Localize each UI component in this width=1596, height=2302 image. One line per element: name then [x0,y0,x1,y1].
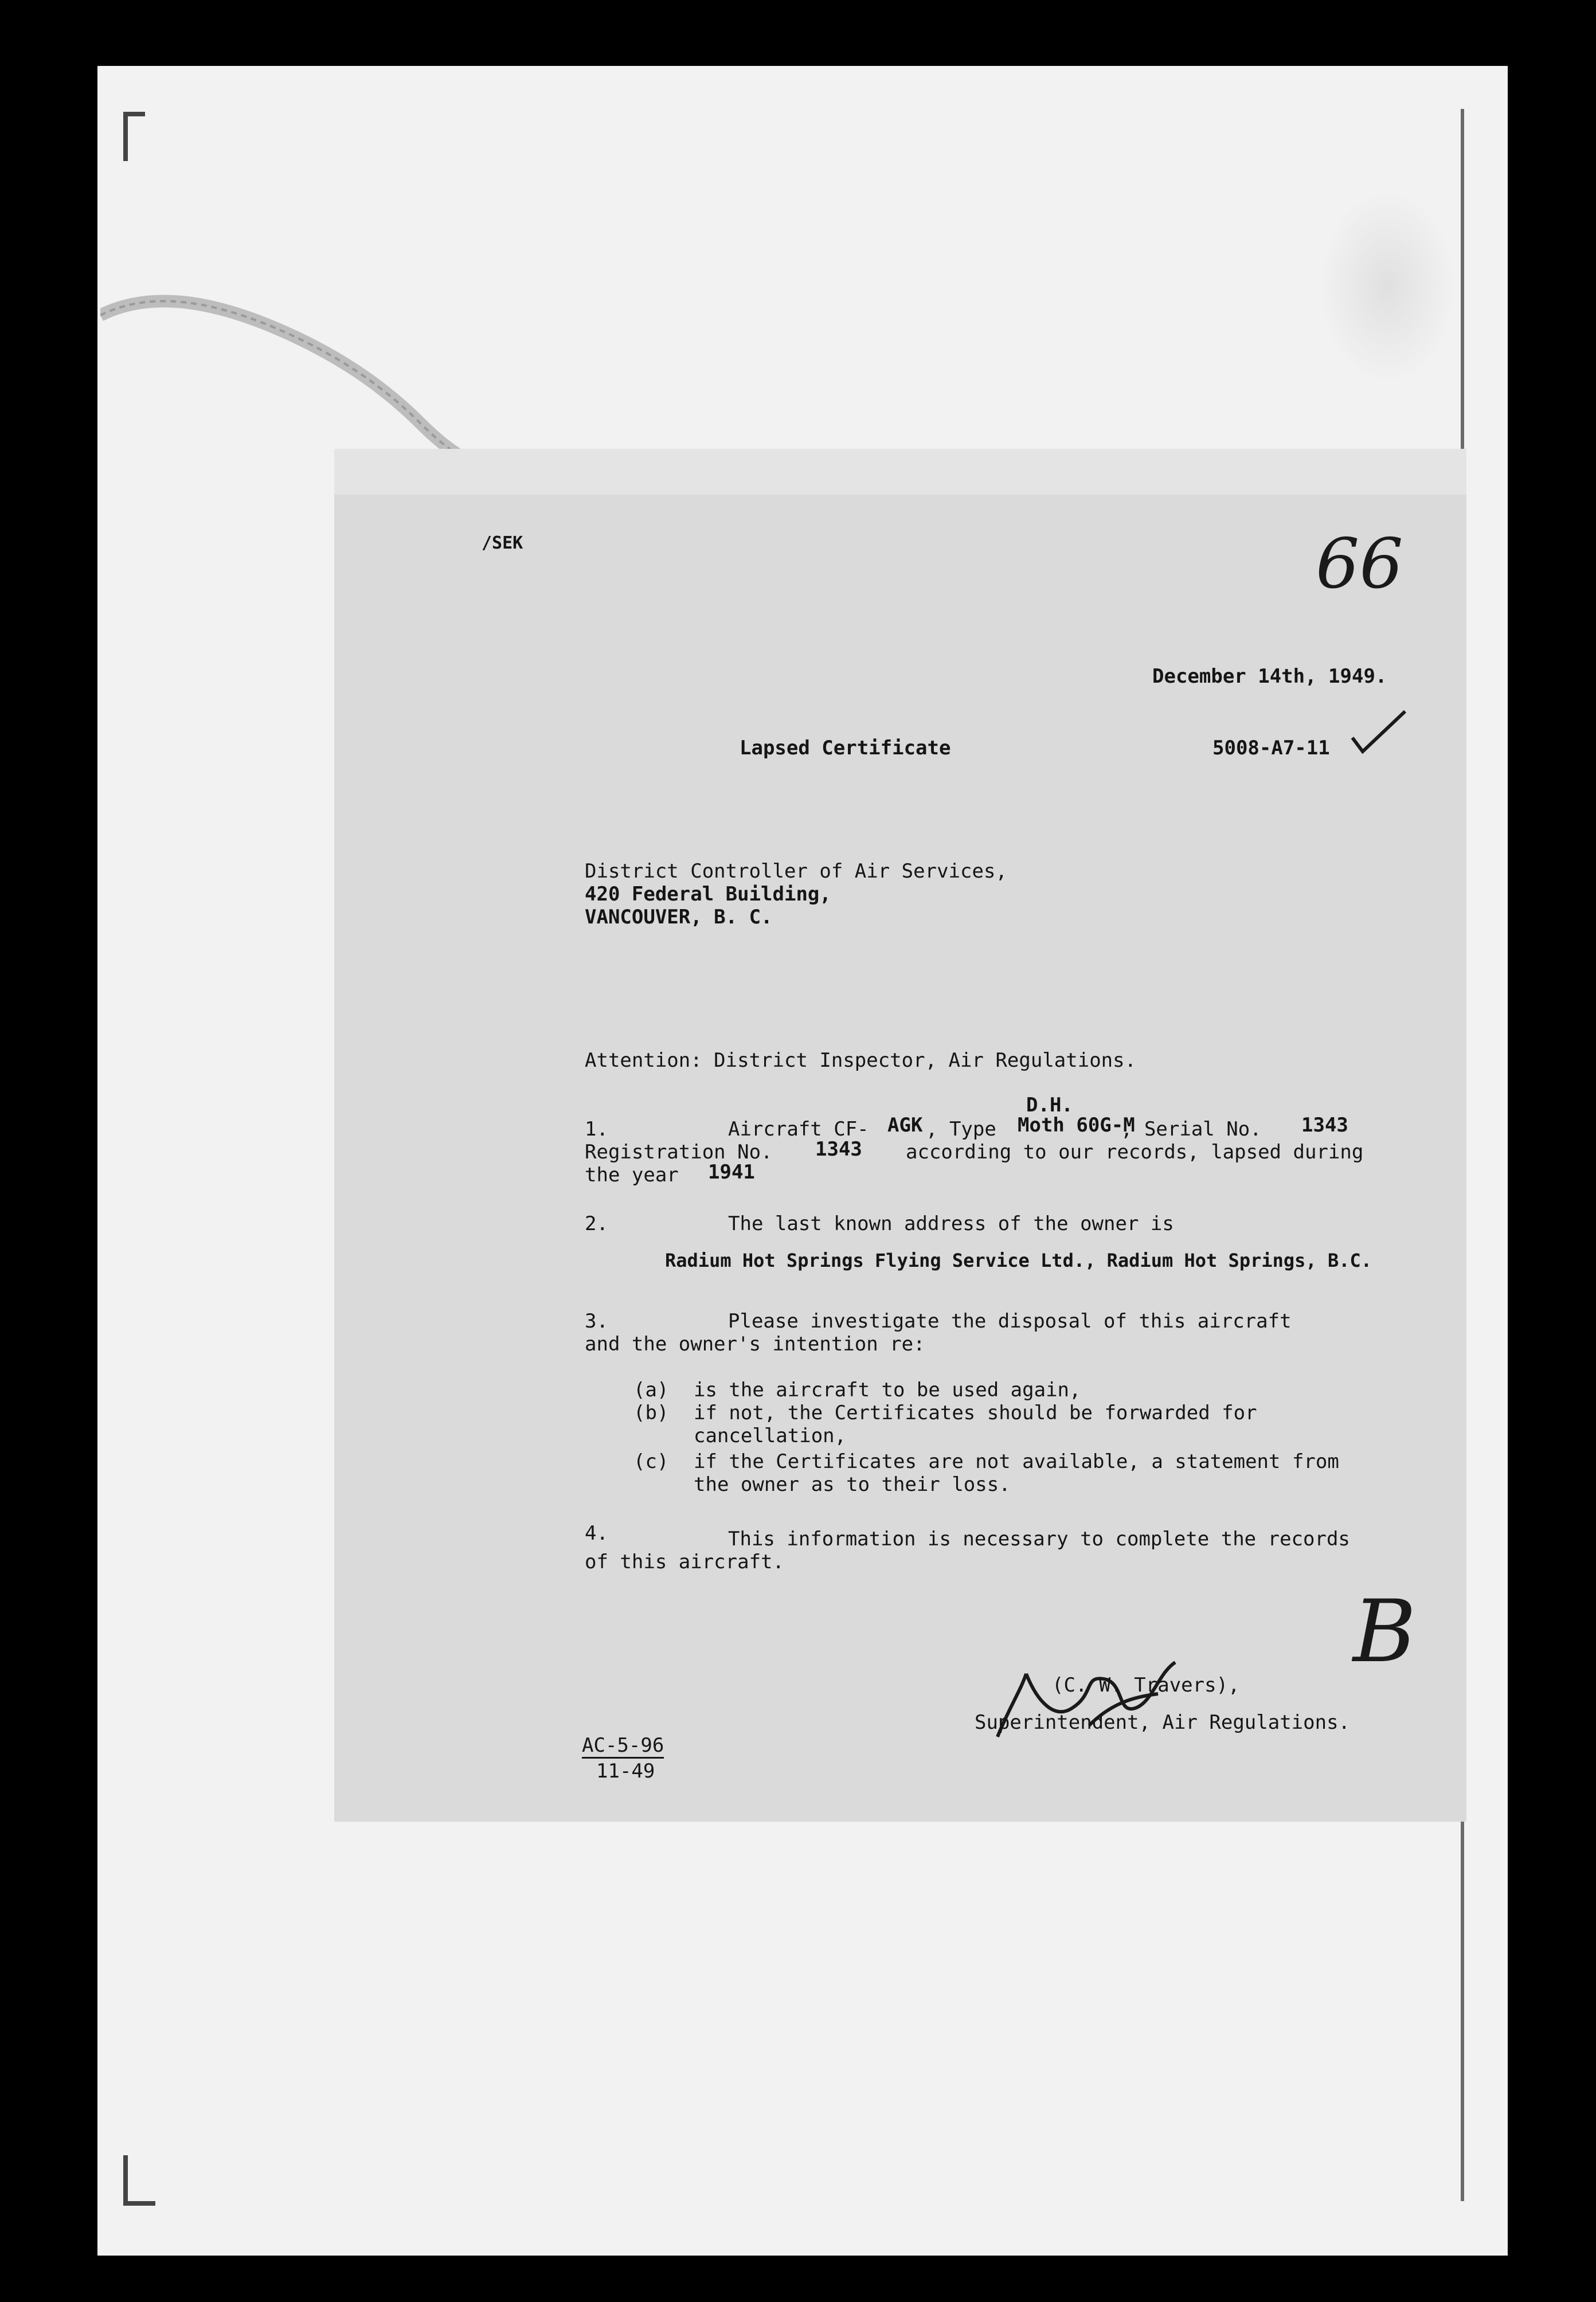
para4-number: 4. [585,1522,608,1545]
file-number: 5008-A7-11 [1212,737,1330,759]
aircraft-type: Moth 60G-M [1018,1114,1135,1137]
paper-stain [1319,189,1456,384]
letter-date: December 14th, 1949. [1152,665,1387,688]
file-ref: /SEK [482,533,523,553]
item-a-label: (a) [633,1379,669,1401]
owner-address: Radium Hot Springs Flying Service Ltd., Radium Hot Springs, B.C. [665,1250,1372,1271]
para3-line-1: Please investigate the disposal of this aircraft [728,1310,1292,1333]
aircraft-registration: AGK [887,1114,923,1137]
item-b-text-2: cancellation, [694,1424,847,1447]
paper-fold-top [334,449,1466,495]
crop-mark-bottom-left [123,2155,155,2206]
item-b-text-1: if not, the Certificates should be forwarded for [694,1401,1257,1424]
form-code-bottom: 11-49 [596,1760,655,1783]
crop-mark-top-left [123,112,145,161]
serial-label: , Serial No. [1121,1118,1262,1141]
para2-text: The last known address of the owner is [728,1212,1174,1235]
type-label: , Type [926,1118,996,1141]
year-label: the year [585,1164,679,1187]
form-code-top: AC-5-96 [582,1734,664,1759]
item-b-label: (b) [633,1401,669,1424]
registration-label: Registration No. [585,1141,773,1164]
handwritten-signature [986,1639,1227,1754]
item-c-text-1: if the Certificates are not available, a statement from [694,1450,1339,1473]
binding-string [100,292,525,476]
item-c-text-2: the owner as to their loss. [694,1473,1011,1496]
registration-number: 1343 [815,1138,862,1161]
addressee-line-3: VANCOUVER, B. C. [585,906,773,929]
para4-line-2: of this aircraft. [585,1551,784,1573]
checkmark-icon [1350,708,1407,754]
para3-number: 3. [585,1310,608,1333]
type-prefix: D.H. [1026,1094,1073,1117]
signature-name: (C. W. Travers), [1052,1674,1240,1697]
para4-line-1: This information is necessary to complete the records [728,1528,1350,1551]
registration-suffix: according to our records, lapsed during [906,1141,1364,1164]
aircraft-label: Aircraft CF- [728,1118,869,1141]
addressee-line-2: 420 Federal Building, [585,883,831,906]
lapsed-year: 1941 [708,1161,755,1184]
serial-number: 1343 [1301,1114,1348,1137]
signature-title: Superintendent, Air Regulations. [975,1711,1351,1734]
attention-line: Attention: District Inspector, Air Regulations. [585,1049,1137,1072]
addressee-line-1: District Controller of Air Services, [585,860,1007,883]
para3-line-2: and the owner's intention re: [585,1333,925,1356]
para1-number: 1. [585,1118,608,1141]
item-c-label: (c) [633,1450,669,1473]
handwritten-initial: B [1353,1582,1417,1682]
page-number-handwritten: 66 [1316,524,1403,604]
para2-number: 2. [585,1212,608,1235]
item-a-text: is the aircraft to be used again, [694,1379,1081,1401]
subject-line: Lapsed Certificate [740,737,951,759]
